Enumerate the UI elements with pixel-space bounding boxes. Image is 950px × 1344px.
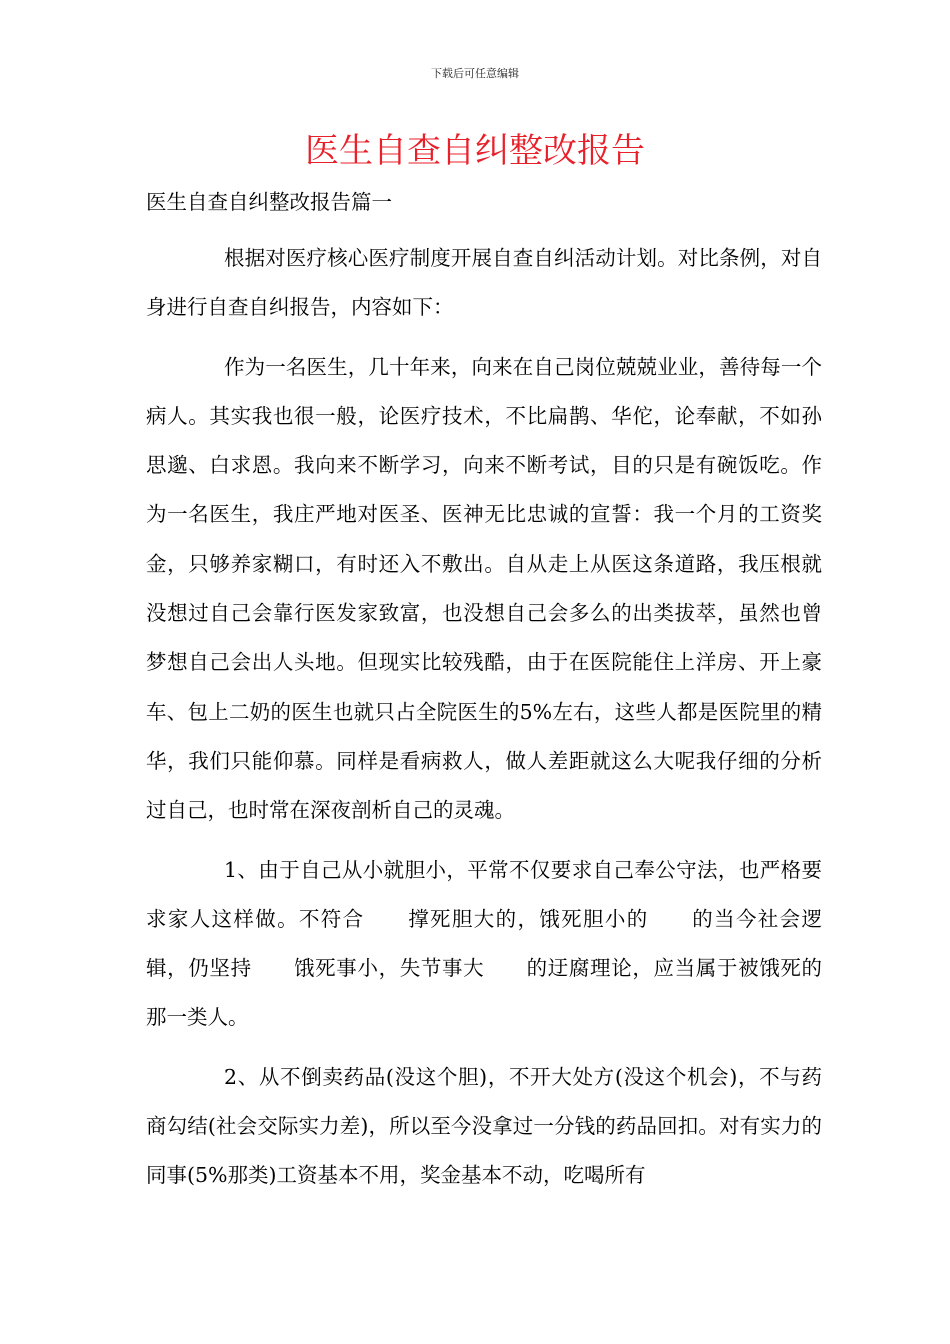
paragraph-self-reflection: 作为一名医生，几十年来，向来在自己岗位兢兢业业，善待每一个病人。其实我也很一般，论医疗技术，不比扁鹊、华佗，论奉献，不如孙思邈、白求恩。我向来不断学习，向来不断考试，目的只是有碗饭吃。作为一名医生，我庄严地对医圣、医神无比忠诚的宣誓：我一个月的工资奖金，只够养家糊口，有时还入不敷出。自从走上从医这条道路，我压根就没想过自己会靠行医发家致富，也没想自己会多么的出类拔萃，虽然也曾梦想自己会出人头地。但现实比较残酷，由于在医院能住上洋房、开上豪车、包上二奶的医生也就只占全院医生的5%左右，这些人都是医院里的精华，我们只能仰慕。同样是看病救人，做人差距就这么大呢我仔细的分析过自己，也时常在深夜剖析自己的灵魂。 xyxy=(146,354,822,823)
document-body xyxy=(146,182,822,1201)
document-title: 医生自查自纠整改报告 xyxy=(305,131,645,171)
paragraph-point-1: 1、由于自己从小就胆小，平常不仅要求自己奉公守法，也严格要求家人这样做。不符合 撑死胆大的，饿死胆小的 的当今社会逻辑，仍坚持 饿死事小，失节事大 的迂腐理论，应当属于被饿死的那一类人。 xyxy=(146,857,822,1030)
section-subtitle: 医生自查自纠整改报告篇一 xyxy=(146,190,392,214)
paragraph-point-2: 2、从不倒卖药品(没这个胆)，不开大处方(没这个机会)，不与药商勾结(社会交际实力差)，所以至今没拿过一分钱的药品回扣。对有实力的同事(5%那类)工资基本不用，奖金基本不动，吃喝所有 xyxy=(146,1064,822,1188)
header-note: 下载后可任意编辑 xyxy=(431,67,519,80)
paragraph-intro: 根据对医疗核心医疗制度开展自查自纠活动计划。对比条例，对自身进行自查自纠报告，内容如下： xyxy=(146,246,822,320)
